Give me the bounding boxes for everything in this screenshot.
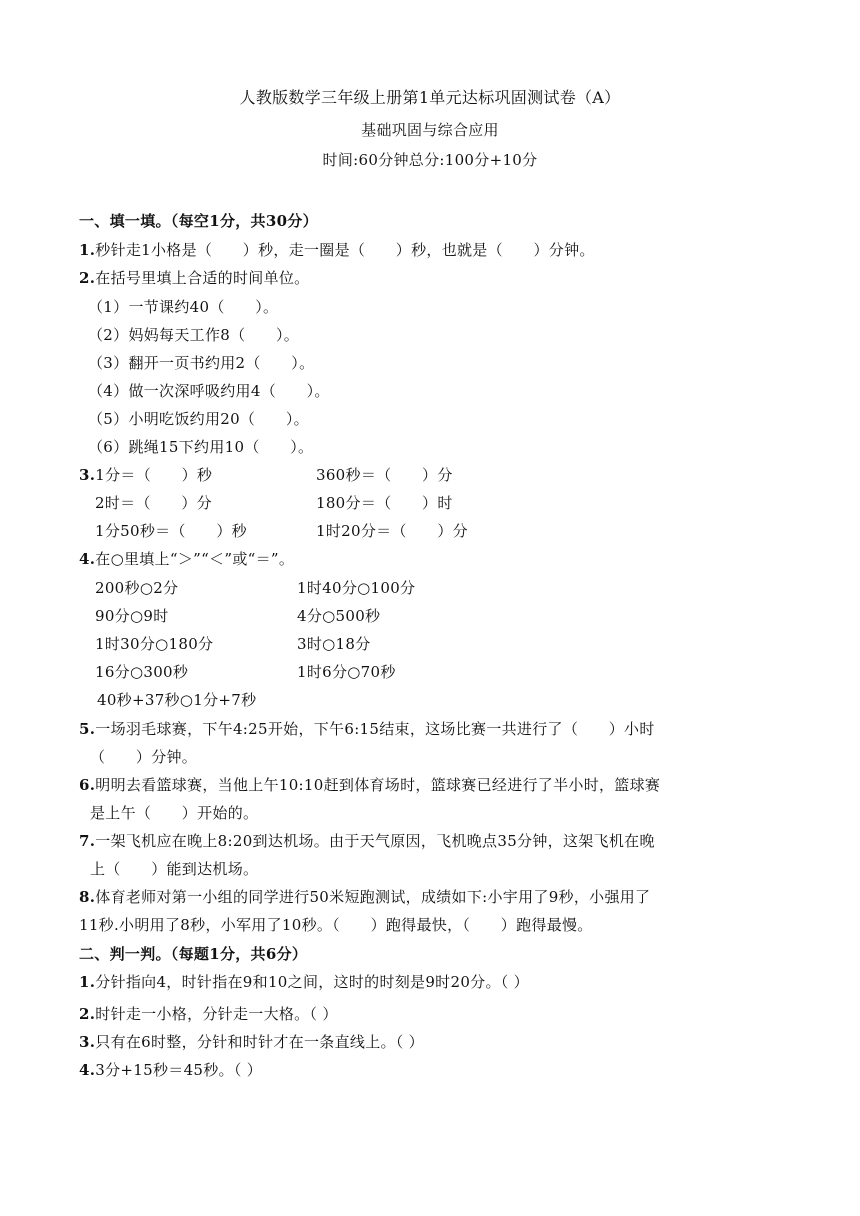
question-number: 4. — [79, 1061, 96, 1079]
conversion-item: 2时＝（ ）分 — [95, 494, 212, 512]
question-text: 在括号里填上合适的时间单位。 — [95, 269, 310, 287]
question-text-continued: （ ）分钟。 — [90, 748, 198, 766]
exam-time-info: 时间:60分钟总分:100分+10分 — [322, 151, 538, 169]
question-1-5 — [79, 719, 655, 739]
conversion-item: 180分＝（ ）时 — [316, 494, 453, 512]
question-1-2 — [79, 268, 309, 288]
question-number: 3. — [79, 1033, 96, 1051]
compare-item: 200秒○2分 — [95, 579, 179, 597]
sub-item: （3）翻开一页书约用2（ ）。 — [88, 354, 315, 372]
section1-heading: 一、填一填。（每空1分，共30分） — [79, 212, 318, 230]
question-text: 体育老师对第一小组的同学进行50米短跑测试，成绩如下:小宇用了9秒，小强用了 — [95, 888, 651, 906]
question-2-4 — [79, 1060, 262, 1080]
question-number: 1. — [79, 241, 96, 259]
question-2-3 — [79, 1032, 424, 1052]
question-text: 秒针走1小格是（ ）秒，走一圈是（ ）秒，也就是（ ）分钟。 — [95, 241, 595, 259]
compare-item: 4分○500秒 — [297, 607, 381, 625]
conversion-item: 360秒＝（ ）分 — [316, 466, 453, 484]
question-number: 2. — [79, 1005, 96, 1023]
question-1-8 — [79, 887, 650, 907]
section2-heading: 二、判一判。（每题1分，共6分） — [79, 945, 308, 963]
conversion-item: 1分50秒＝（ ）秒 — [95, 522, 247, 540]
question-text: 明明去看篮球赛，当他上午10:10赶到体育场时，篮球赛已经进行了半小时，篮球赛 — [95, 776, 661, 794]
exam-subtitle: 基础巩固与综合应用 — [361, 121, 499, 139]
compare-item: 1时6分○70秒 — [297, 663, 396, 681]
question-1-7 — [79, 831, 655, 851]
question-number: 8. — [79, 888, 96, 906]
question-text: 只有在6时整，分针和时针才在一条直线上。（ ） — [95, 1033, 424, 1051]
sub-item: （6）跳绳15下约用10（ ）。 — [88, 438, 314, 456]
question-1-3 — [79, 465, 212, 485]
question-number: 5. — [79, 720, 96, 738]
compare-item: 90分○9时 — [95, 607, 169, 625]
question-2-1 — [79, 972, 529, 992]
compare-item: 40秒+37秒○1分+7秒 — [97, 691, 257, 709]
question-2-2 — [79, 1004, 338, 1024]
compare-item: 3时○18分 — [297, 635, 371, 653]
question-text-continued: 11秒.小明用了8秒，小军用了10秒。（ ）跑得最快，（ ）跑得最慢。 — [79, 916, 593, 934]
conversion-item: 1时20分＝（ ）分 — [316, 522, 468, 540]
question-text-continued: 是上午（ ）开始的。 — [90, 804, 259, 822]
question-text-continued: 上（ ）能到达机场。 — [90, 860, 259, 878]
sub-item: （2）妈妈每天工作8（ ）。 — [88, 326, 300, 344]
compare-item: 1时30分○180分 — [95, 635, 214, 653]
question-text: 在○里填上“＞”“＜”或“＝”。 — [95, 550, 295, 568]
question-number: 3. — [79, 466, 96, 484]
question-1-6 — [79, 775, 660, 795]
question-number: 4. — [79, 550, 96, 568]
exam-title: 人教版数学三年级上册第1单元达标巩固测试卷（A） — [239, 88, 621, 107]
question-number: 7. — [79, 832, 96, 850]
question-1-1 — [79, 240, 595, 260]
question-number: 1. — [79, 973, 96, 991]
question-1-4 — [79, 549, 294, 569]
conversion-item: 1分＝（ ）秒 — [95, 466, 213, 484]
question-number: 2. — [79, 269, 96, 287]
question-text: 时针走一小格，分针走一大格。（ ） — [95, 1005, 338, 1023]
sub-item: （1）一节课约40（ ）。 — [88, 298, 279, 316]
question-text: 一场羽毛球赛，下午4:25开始，下午6:15结束，这场比赛一共进行了（ ）小时 — [95, 720, 655, 738]
question-number: 6. — [79, 776, 96, 794]
compare-item: 1时40分○100分 — [297, 579, 416, 597]
question-text: 一架飞机应在晚上8:20到达机场。由于天气原因，飞机晚点35分钟，这架飞机在晚 — [95, 832, 655, 850]
question-text: 分针指向4，时针指在9和10之间，这时的时刻是9时20分。（ ） — [95, 973, 529, 991]
sub-item: （5）小明吃饭约用20（ ）。 — [88, 410, 309, 428]
sub-item: （4）做一次深呼吸约用4（ ）。 — [88, 382, 330, 400]
compare-item: 16分○300秒 — [95, 663, 189, 681]
question-text: 3分+15秒＝45秒。（ ） — [95, 1061, 263, 1079]
